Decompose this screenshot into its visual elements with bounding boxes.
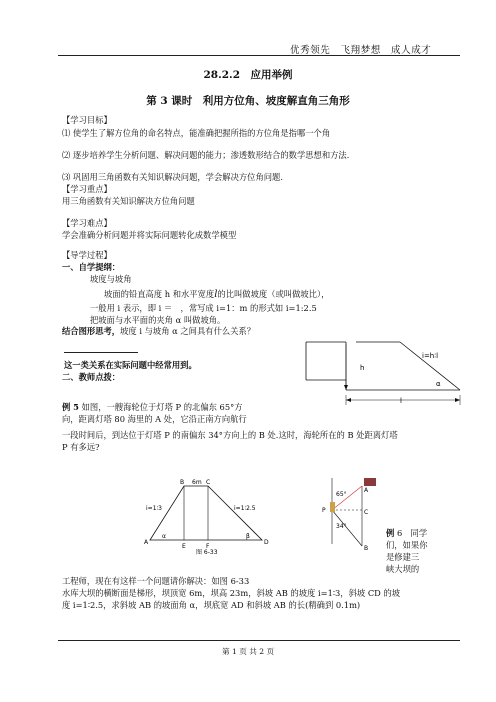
example5-line4: P 有多远? — [62, 442, 100, 452]
dam-point-D: D — [264, 539, 269, 546]
part2-heading: 二、教师点拨： — [62, 372, 121, 382]
part1-heading: 一、自学提纲： — [62, 262, 121, 272]
slope-l-label: l — [400, 397, 402, 405]
dam-point-A: A — [144, 539, 149, 546]
dam-point-F: F — [206, 543, 210, 550]
page-number: 第 1 页 共 2 页 — [221, 647, 275, 656]
think-question — [62, 326, 255, 337]
example6-wrap-1 — [386, 528, 427, 539]
ship-icon — [364, 478, 376, 486]
dam-alpha: α — [162, 533, 166, 540]
slope-definition-line1 — [104, 289, 329, 300]
example6-wrap-2: 们，如果你 — [386, 540, 428, 550]
think-label: 结合图形思考， — [62, 326, 121, 336]
goal-item-2: ⑵ 逐步培养学生分析问题、解决问题的能力；渗透数形结合的数学思想和方法. — [62, 150, 350, 160]
dam-figure — [140, 476, 280, 556]
slope-def-part-b: 的比叫做坡度（或叫做坡比）， — [217, 289, 330, 299]
height-arrowhead — [344, 385, 348, 390]
width-symbol: l — [214, 289, 218, 300]
slope-h-label: h — [360, 364, 365, 372]
example6-line3: 度 i=1∶2.5，求斜坡 AB 的坡面角 α，坝底宽 AD 和斜坡 AB 的长(精确到 0.1m) — [62, 600, 361, 610]
line-PA — [332, 486, 362, 510]
example6-label: 例 — [386, 528, 395, 538]
goal-item-3: ⑶ 巩固用三角函数有关知识解决问题，学会解决方位角问题. — [62, 172, 283, 182]
slope-title: 坡度与坡角 — [90, 274, 132, 284]
lighthouse-icon — [330, 502, 335, 512]
dam-point-E: E — [182, 543, 186, 550]
think-text: 坡度 i 与坡角 α 之间具有什么关系？ — [120, 326, 256, 336]
header-divider — [58, 55, 460, 56]
process-heading: 【导学过程】 — [62, 250, 112, 260]
sea-point-P: P — [322, 507, 326, 514]
sea-point-B: B — [364, 545, 369, 552]
dam-top-width: 6m — [192, 479, 202, 486]
slope-alpha-label: α — [436, 380, 441, 388]
sea-point-C: C — [364, 509, 369, 516]
footer-divider — [58, 640, 460, 641]
example5-line3: 一段时间后，到达位于灯塔 P 的南偏东 34°方向上的 B 处.这时，海轮所在的 B 处距离灯塔 — [62, 430, 398, 440]
slope-def-part-a: 坡面的铅直高度 h 和水平宽度 — [104, 289, 215, 299]
goal-item-1: ⑴ 使学生了解方位角的命名特点，能准确把握所指的方位角是指哪一个角 — [62, 128, 331, 138]
example6-wrap-3: 是修建三 — [386, 552, 420, 562]
sea-angle-34: 34° — [336, 523, 347, 530]
section-title: 28.2.2 应用举例 — [203, 69, 293, 81]
key-points-heading: 【学习重点】 — [62, 184, 112, 194]
example5-text1: 如图，一艘海轮位于灯塔 P 的北偏东 65°方 — [81, 402, 243, 412]
example6-wrap-4: 峡大坝的 — [386, 564, 420, 574]
goals-heading: 【学习目标】 — [62, 115, 112, 125]
dam-right-ratio: i=1∶2.5 — [234, 505, 256, 512]
sea-point-A: A — [364, 487, 369, 494]
example6-line1: 工程师，现在有这样一个问题请你解决：如图 6-33 — [62, 576, 250, 586]
width-arrowhead-right — [455, 398, 460, 402]
slope-face — [400, 342, 460, 390]
note-text: 这一类关系在实际问题中经常用到。 — [64, 360, 197, 370]
dam-point-B: B — [180, 479, 185, 486]
slope-definition-line2: 一般用 i 表示，即 i ＝ ，常写成 i=1：m 的形式如 i=1:2.5 — [90, 303, 317, 313]
example6-wrap-text-1: 6 同学 — [396, 528, 428, 538]
dam-caption: 图 6-33 — [196, 549, 218, 556]
example5-line2: 向，距离灯塔 80 海里的 A 处，它沿正南方向航行 — [62, 414, 247, 424]
dam-point-C: C — [206, 479, 211, 486]
slope-figure — [300, 336, 464, 416]
key-points-text: 用三角函数有关知识解决方位角问题 — [62, 196, 195, 206]
sea-angle-65: 65° — [336, 491, 347, 498]
difficulty-heading: 【学习难点】 — [62, 218, 112, 228]
width-arrowhead-left — [346, 398, 351, 402]
difficulty-text: 学会准确分析问题并将实际问题转化成数学模型 — [62, 230, 237, 240]
dam-beta: β — [246, 533, 250, 540]
dam-left-ratio: i=1∶3 — [146, 505, 162, 512]
note-rule — [64, 352, 138, 353]
slope-ratio-label: i=h∶l — [422, 352, 439, 360]
dam-trapezoid — [150, 486, 262, 540]
slope-definition-line3: 把坡面与水平面的夹角 α 叫做坡角。 — [90, 315, 226, 325]
lesson-title: 第 3 课时 利用方位角、坡度解直角三角形 — [146, 95, 350, 107]
example6-line2: 水库大坝的横断面是梯形，坝顶宽 6m，坝高 23m，斜坡 AB 的坡度 i=1∶3，斜坡 CD 的坡 — [62, 588, 401, 598]
lighthouse-figure — [318, 474, 382, 558]
header-motto: 优秀领先 飞翔梦想 成人成才 — [290, 45, 432, 56]
example5-line1 — [62, 402, 243, 413]
example5-label: 例 5 — [62, 402, 79, 412]
